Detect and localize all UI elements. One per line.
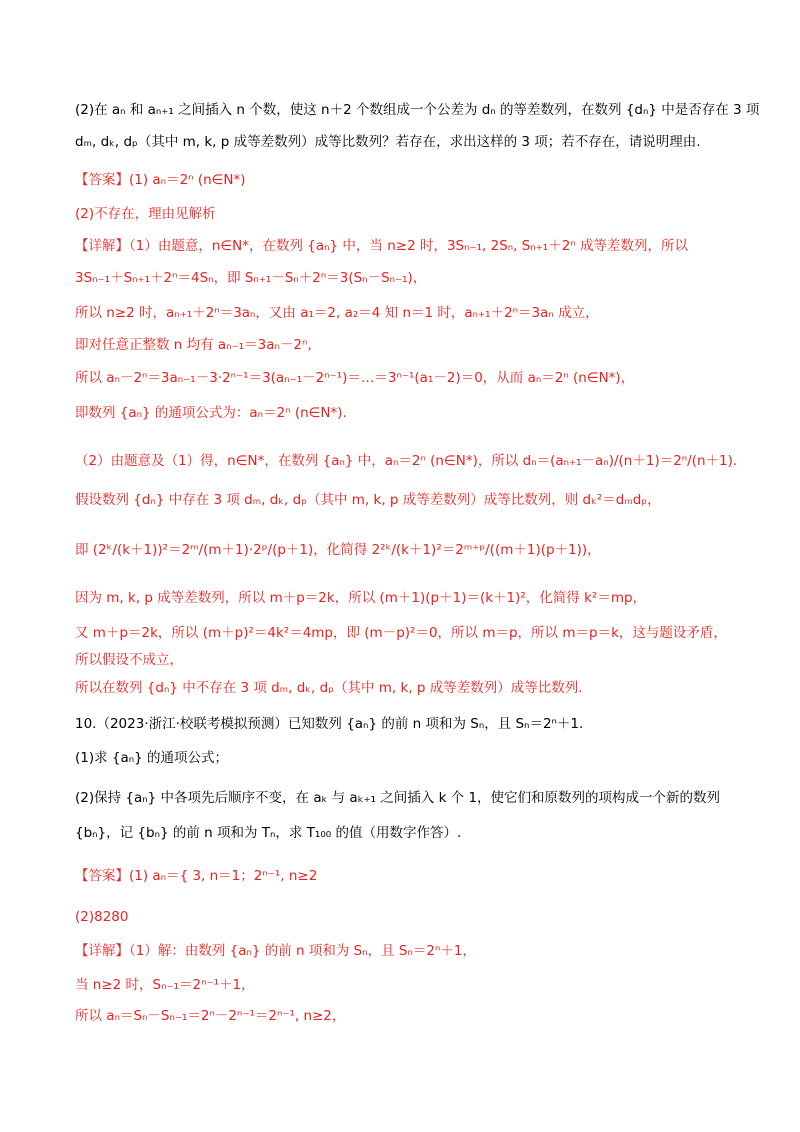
question-10-stem: 10.（2023·浙江·校联考模拟预测）已知数列 {aₙ} 的前 n 项和为 Sₙ，且 Sₙ＝2ⁿ＋1.	[75, 716, 584, 732]
detail-part-2-line-3: 即 (2ᵏ/(k＋1))²＝2ᵐ/(m＋1)·2ᵖ/(p＋1)，化简得 2²ᵏ/(k＋1)²＝2ᵐ⁺ᵖ/((m＋1)(p＋1))，	[75, 542, 601, 558]
detail-part-2-line-1: （2）由题意及（1）得，n∈N*，在数列 {aₙ} 中，aₙ＝2ⁿ (n∈N*)，所以 dₙ＝(aₙ₊₁－aₙ)/(n＋1)＝2ⁿ/(n＋1).	[75, 453, 738, 469]
question-part-2-line-1: (2)在 aₙ 和 aₙ₊₁ 之间插入 n 个数，使这 n＋2 个数组成一个公差为 dₙ 的等差数列，在数列 {dₙ} 中是否存在 3 项	[75, 102, 760, 118]
detail-part-2-line-4: 因为 m, k, p 成等差数列，所以 m＋p＝2k，所以 (m＋1)(p＋1)＝(k＋1)²，化简得 k²＝mp，	[75, 590, 647, 606]
q10-detail-line-2: 当 n≥2 时，Sₙ₋₁＝2ⁿ⁻¹＋1，	[75, 977, 255, 993]
q10-detail-line-1: 【详解】（1）解：由数列 {aₙ} 的前 n 项和为 Sₙ，且 Sₙ＝2ⁿ＋1，	[75, 943, 476, 959]
question-10-part-1: (1)求 {aₙ} 的通项公式；	[75, 750, 229, 766]
detail-part-2-line-6: 所以假设不成立，	[75, 652, 183, 668]
detail-line-3: 所以 n≥2 时，aₙ₊₁＋2ⁿ＝3aₙ，又由 a₁＝2, a₂＝4 知 n＝1 时，aₙ₊₁＋2ⁿ＝3aₙ 成立，	[75, 305, 599, 321]
detail-line-4: 即对任意正整数 n 均有 aₙ₋₁＝3aₙ－2ⁿ，	[75, 337, 321, 353]
detail-part-2-line-5: 又 m＋p＝2k，所以 (m＋p)²＝4k²＝4mp，即 (m－p)²＝0，所以 m＝p，所以 m＝p＝k，这与题设矛盾，	[75, 625, 727, 641]
detail-line-6: 即数列 {aₙ} 的通项公式为：aₙ＝2ⁿ (n∈N*).	[75, 405, 347, 421]
question-part-2-line-2: dₘ, dₖ, dₚ（其中 m, k, p 成等差数列）成等比数列？若存在，求出这样的 3 项；若不存在，请说明理由.	[75, 134, 701, 150]
answer-part-1: 【答案】(1) aₙ＝2ⁿ (n∈N*)	[75, 172, 246, 188]
q10-answer-part-1: 【答案】(1) aₙ＝{ 3, n＝1；2ⁿ⁻¹, n≥2	[75, 868, 318, 884]
question-10-part-2-line-1: (2)保持 {aₙ} 中各项先后顺序不变，在 aₖ 与 aₖ₊₁ 之间插入 k 个 1，使它们和原数列的项构成一个新的数列	[75, 790, 721, 806]
detail-line-1: 【详解】（1）由题意，n∈N*，在数列 {aₙ} 中，当 n≥2 时，3Sₙ₋₁, 2Sₙ, Sₙ₊₁＋2ⁿ 成等差数列，所以	[75, 238, 688, 254]
detail-part-2-conclusion: 所以在数列 {dₙ} 中不存在 3 项 dₘ, dₖ, dₚ（其中 m, k, p 成等差数列）成等比数列.	[75, 680, 583, 696]
q10-answer-part-2: (2)8280	[75, 909, 129, 925]
detail-line-5: 所以 aₙ－2ⁿ＝3aₙ₋₁－3·2ⁿ⁻¹＝3(aₙ₋₁－2ⁿ⁻¹)＝…＝3ⁿ⁻¹(a₁－2)＝0，从而 aₙ＝2ⁿ (n∈N*)，	[75, 370, 635, 386]
answer-part-2: (2)不存在，理由见解析	[75, 206, 216, 222]
q10-detail-line-3: 所以 aₙ＝Sₙ－Sₙ₋₁＝2ⁿ－2ⁿ⁻¹＝2ⁿ⁻¹, n≥2，	[75, 1008, 346, 1024]
detail-line-2: 3Sₙ₋₁＋Sₙ₊₁＋2ⁿ＝4Sₙ，即 Sₙ₊₁－Sₙ＋2ⁿ＝3(Sₙ－Sₙ₋₁)，	[75, 270, 427, 286]
detail-part-2-line-2: 假设数列 {dₙ} 中存在 3 项 dₘ, dₖ, dₚ（其中 m, k, p 成等差数列）成等比数列，则 dₖ²＝dₘdₚ，	[75, 492, 661, 508]
question-10-part-2-line-2: {bₙ}，记 {bₙ} 的前 n 项和为 Tₙ，求 T₁₀₀ 的值（用数字作答）.	[75, 825, 462, 841]
